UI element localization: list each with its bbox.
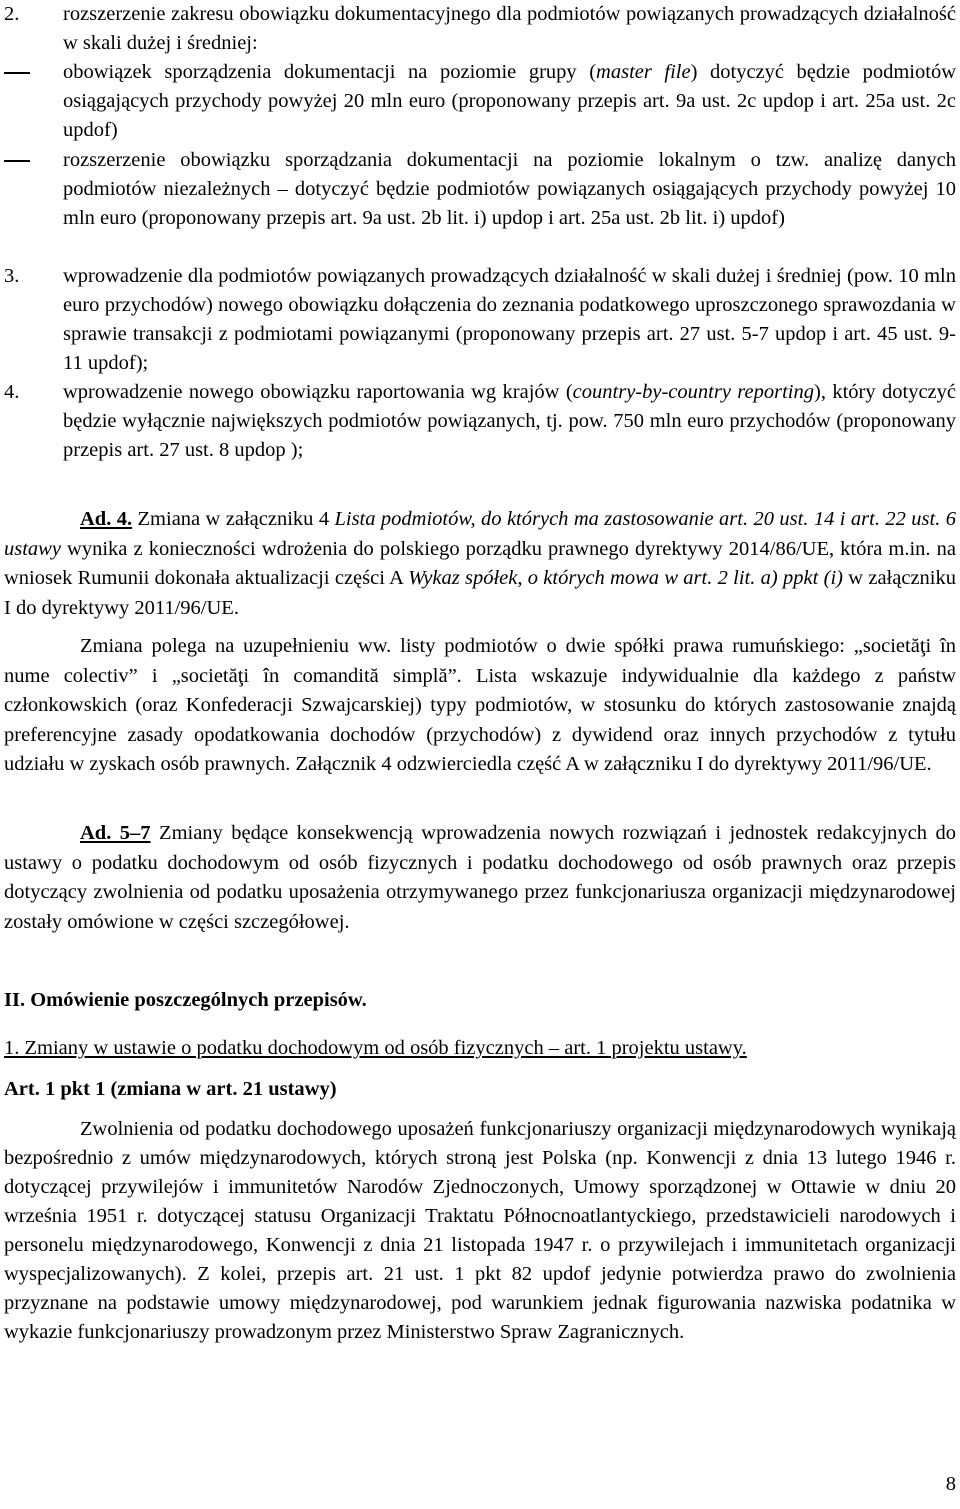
paragraph-art-1-body: Zwolnienia od podatku dochodowego uposażeń funkcjonariuszy organizacji międzynarodowych wynikają bezpośrednio z umów międzynarodowych, których stroną jest Polska (np. Konwencji z dnia 13 lutego 1946 r. dotyczącej przywilejów i immunitetów Narodów Zjednoczonych, Umowy sporządzonej w Ottawie w dniu 20 września 1951 r. dotyczącej statusu Organizacji Traktatu Północnoatlantyckiego, przedstawicieli narodowych i personelu międzynarodowego, Konwencji z dnia 21 listopada 1947 r. o przywilejach i immunitetach organizacji wyspecjalizowanych). Z kolei, przepis art. 21 ust. 1 pkt 82 updof jedynie potwierdza prawo do zwolnienia przyznane na podstawie umowy międzynarodowej, pod warunkiem jednak figurowania nazwiska podatnika w wykazie funkcjonariuszy prowadzonym przez Ministerstwo Spraw Zagranicznych. [4,1118,956,1343]
dash-bullet [4,72,30,74]
paragraph-ad-4: Ad. 4. Zmiana w załączniku 4 Lista podmiotów, do których ma zastosowanie art. 20 ust. 14 i art. 22 ust. 6 ustawy wynika z konieczności wdrożenia do polskiego porządku prawnego dyrektywy 2014/86/UE, która m.in. na wniosek Rumunii dokonała aktualizacji części A Wykaz spółek, o których mowa w art. 2 lit. a) ppkt (i) w załączniku I do dyrektywy 2011/96/UE. [4,508,956,619]
ad-4-label: Ad. 4. [80,508,133,530]
list-number: 2. [4,3,20,25]
dash-item-local-file [0,146,956,233]
ad-5-7-label: Ad. 5–7 [80,822,151,844]
paragraph-ad-5-7: Ad. 5–7 Zmiany będące konsekwencją wprowadzenia nowych rozwiązań i jednostek redakcyjnych do ustawy o podatku dochodowym od osób fizycznych i podatku dochodowego od osób prawnych oraz przepis dotyczący zwolnienia od podatku uposażenia otrzymywanego przez funkcjonariusza organizacji międzynarodowej zostały omówione w części szczegółowej. [4,822,956,933]
list-item-text: wprowadzenie dla podmiotów powiązanych prowadzących działalność w skali dużej i średniej (pow. 10 mln euro przychodów) nowego obowiązku dołączenia do zeznania podatkowego uproszczonego sprawozdania w sprawie transakcji z podmiotami powiązanymi (proponowany przepis art. 27 ust. 5-7 updop i art. 45 ust. 9-11 updof); [63,265,956,374]
dash-item-text: rozszerzenie obowiązku sporządzania dokumentacji na poziomie lokalnym o tzw. analizę danych podmiotów niezależnych – dotyczyć będzie podmiotów powiązanych osiągających przychody powyżej 10 mln euro (proponowany przepis art. 9a ust. 2b lit. i) updop i art. 25a ust. 2b lit. i) updof) [63,149,956,229]
paragraph-zmiana: Zmiana polega na uzupełnieniu ww. listy podmiotów o dwie spółki prawa rumuńskiego: „societăţi în nume colectiv” i „societăţi în comandită simplă”. Lista wskazuje indywidualnie dla każdego z państw członkowskich (oraz Konfederacji Szwajcarskiej) typy podmiotów, w stosunku do których zastosowanie znajdą preferencyjne zasady opodatkowania dochodów (przychodów) z dywidend oraz innych przychodów z tytułu udziału w zyskach osób prawnych. Załącznik 4 odzwierciedla część A w załączniku I do dyrektywy 2011/96/UE. [4,635,956,775]
dash-item-text: obowiązek sporządzenia dokumentacji na poziomie grupy (master file) dotyczyć będzie podmiotów osiągających przychody powyżej 20 mln euro (proponowany przepis art. 9a ust. 2c updop i art. 25a ust. 2c updof) [63,61,956,141]
master-file-term: master file [596,61,691,83]
list-number: 3. [4,265,20,287]
article-heading: Art. 1 pkt 1 (zmiana w art. 21 ustawy) [4,1078,337,1100]
list-item-text: wprowadzenie nowego obowiązku raportowania wg krajów (country-by-country reporting), który dotyczyć będzie wyłącznie największych podmiotów powiązanych, tj. pow. 750 mln euro przychodów (proponowany przepis art. 27 ust. 8 updop ); [63,381,956,461]
section-subheading: 1. Zmiany w ustawie o podatku dochodowym od osób fizycznych – art. 1 projektu ustawy. [4,1037,747,1059]
cbcr-term: country-by-country reporting [572,381,814,403]
list-item-text: rozszerzenie zakresu obowiązku dokumentacyjnego dla podmiotów powiązanych prowadzących działalność w skali dużej i średniej: [63,3,956,54]
list-item-2 [0,0,956,58]
page-number: 8 [945,1473,956,1495]
dash-bullet [4,160,30,162]
list-item-4 [0,378,956,465]
dash-item-master-file [0,58,956,145]
list-number: 4. [4,381,20,403]
list-item-3 [0,262,956,378]
section-heading: II. Omówienie poszczególnych przepisów. [4,989,367,1011]
